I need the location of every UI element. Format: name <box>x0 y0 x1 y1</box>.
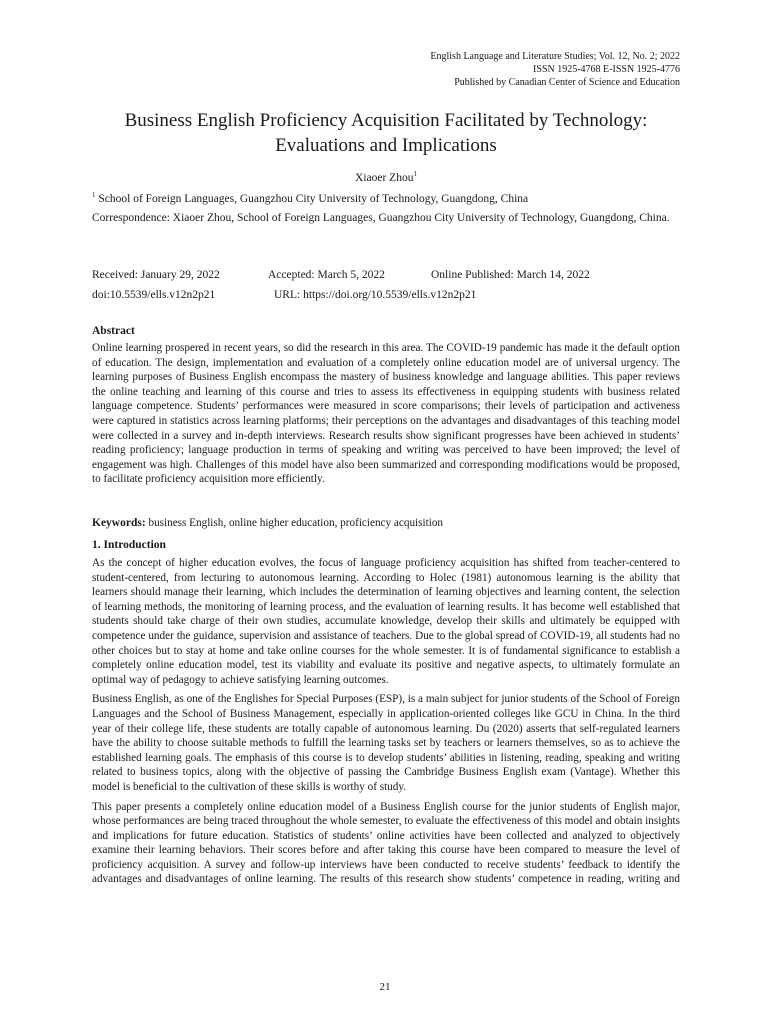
introduction-paragraph-3: This paper presents a completely online education model of a Business English course for the junior students of English major, whose performances are being traced throughout the whole semester, to evaluate the effectiveness of this model and obtain insights and implications for future education. Statistics of students’ online activities have been collected and analyzed to objectively examine their learning behaviors. Their scores before and after taking this course have been compared to measure the level of proficiency acquisition. A survey and follow-up interviews have been conducted to receive students’ feedback to identify the advantages and disadvantages of online learning. The results of this research show students’ competence in reading, writing and <box>92 800 680 886</box>
author <box>92 170 680 184</box>
journal-header <box>280 50 680 89</box>
accepted-date: Accepted: March 5, 2022 <box>268 269 385 281</box>
keywords-text: business English, online higher education, proficiency acquisition <box>145 517 444 529</box>
introduction-paragraph-1: As the concept of higher education evolves, the focus of language proficiency acquisition has shifted from teacher-centered to student-centered, from lecturing to autonomous learning. According to Holec (1981) autonomous learning is the ability that learners should manage their learning, which includes the determination of learning objectives and learning content, the selection of learning methods, the monitoring of learning process, and the evaluation of learning results. It has become well established that students should take charge of their own studies, accumulate knowledge, develop their skills and ultimately be equipped with competence under the guidance, supervision and assistance of teachers. Due to the global spread of COVID-19, all students had no other choices but to stay at home and take online courses for the whole semester. It is of fundamental significance to establish a completely online education model, test its viability and evaluate its positive and negative aspects, to ultimately formulate an optimal way of pedagogy to achieve satisfying learning outcomes. <box>92 557 680 686</box>
abstract-section <box>92 325 680 487</box>
introduction-paragraph-2: Business English, as one of the Englishes for Special Purposes (ESP), is a main subject for junior students of the School of Foreign Languages and the School of Business Management, especially in application-oriented colleges like GCU in China. In the third year of their college life, these students are totally capable of autonomous learning. Du (2020) asserts that self-regulated learners have the ability to choose suitable methods to fulfill the learning tasks set by teachers or learners themselves, so as to achieve the established learning goals. The emphasis of this course is to develop students’ abilities in listening, reading, speaking and writing related to business topics, along with the objective of passing the Cambridge Business English exam (Vantage). Whether this model is beneficial to the cultivation of these skills is worthy of study. <box>92 693 680 793</box>
doi-url: URL: https://doi.org/10.5539/ells.v12n2p21 <box>274 289 477 301</box>
author-affiliation-marker: 1 <box>413 170 417 178</box>
journal-citation: English Language and Literature Studies; Vol. 12, No. 2; 2022 <box>430 51 680 62</box>
title-line-1: Business English Proficiency Acquisition Facilitated by Technology: <box>124 110 648 131</box>
correspondence: Correspondence: Xiaoer Zhou, School of Foreign Languages, Guangzhou City University of Technology, Guangdong, China. <box>92 212 670 224</box>
page-number: 21 <box>379 981 391 993</box>
keywords <box>92 517 680 529</box>
journal-issn: ISSN 1925-4768 E-ISSN 1925-4776 <box>533 64 680 75</box>
affiliation-marker: 1 <box>92 191 96 199</box>
published-date: Online Published: March 14, 2022 <box>431 269 590 281</box>
abstract-text: Online learning prospered in recent years, so did the research in this area. The COVID-19 pandemic has made it the default option of education. The design, implementation and evaluation of a completely online education model are of universal urgency. The learning purposes of Business English encompass the mastery of business knowledge and language abilities. This paper reviews the online teaching and learning of this course and tries to assess its effectiveness in equipping students with business related language competence. Students’ performances were measured in score comparisons; their levels of participation and activeness were captured in statistics across learning platforms; their perceptions on the advantages and disadvantages of this teaching model were collected in a survey and in-depth interviews. Research results show significant progresses have been achieved in students’ reading proficiency; language production in terms of speaking and writing was perceived to have been improved; the level of engagement was high. Challenges of this model have also been summarized and corresponding modifications would be proposed, to facilitate proficiency acquisition more efficiently. <box>92 342 680 486</box>
introduction-section <box>92 539 680 887</box>
author-name: Xiaoer Zhou <box>355 171 414 184</box>
introduction-heading: 1. Introduction <box>92 539 166 551</box>
doi: doi:10.5539/ells.v12n2p21 <box>92 289 216 301</box>
title-line-2: Evaluations and Implications <box>275 135 497 156</box>
keywords-label: Keywords: <box>92 517 146 529</box>
received-date: Received: January 29, 2022 <box>92 269 220 281</box>
abstract-heading: Abstract <box>92 325 135 337</box>
affiliation-text: School of Foreign Languages, Guangzhou City University of Technology, Guangdong, China <box>95 192 529 205</box>
journal-publisher: Published by Canadian Center of Science and Education <box>454 77 680 88</box>
paper-title <box>92 108 680 158</box>
affiliation <box>92 188 680 207</box>
